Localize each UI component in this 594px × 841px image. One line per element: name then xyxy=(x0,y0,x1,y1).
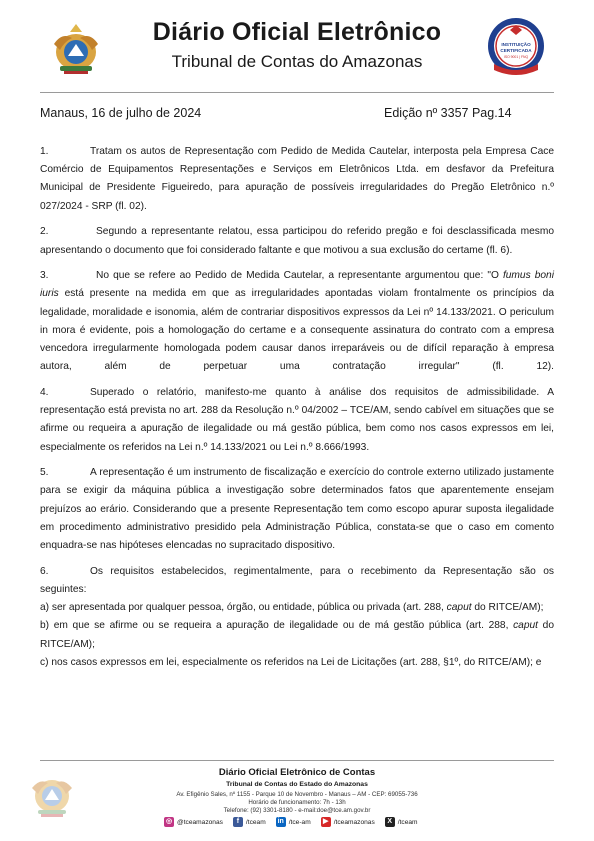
edition-page: Edição nº 3357 Pag.14 xyxy=(384,106,512,120)
list-item-text: c) nos casos expressos em lei, especialmente os referidos na Lei de Licitações (art. 288, §1º, do RITCE/AM); e xyxy=(40,656,542,668)
facebook-icon: f xyxy=(233,817,243,827)
list-item-text-cont: do RITCE/AM); xyxy=(40,620,554,650)
paragraph-number: 1. xyxy=(40,146,49,157)
social-links xyxy=(164,815,434,829)
paragraph-text: A representação é um instrumento de fiscalização e exercício do controle externo utilizado justamente para se exigir da máquina pública a investigação sobre determinados fatos que aparentemente ensejam prejuízos ao erário. Considerando que a presente Representação tem como escopo apurar suposta ilegalidade em procedimento administrativo presidido pela Administração Pública, constata-se que o caso em comento enquadra-se nas hipóteses elencadas no supracitado dispositivo. xyxy=(40,467,554,552)
footer-address: Av. Efigênio Sales, nº 1155 - Parque 10 de Novembro - Manaus – AM - CEP: 69055-736 xyxy=(176,791,418,798)
latin-term: caput xyxy=(513,620,538,632)
page-header xyxy=(0,0,594,90)
social-handle: @tceamazonas xyxy=(177,818,223,826)
place-date: Manaus, 16 de julho de 2024 xyxy=(40,106,202,120)
list-item-a xyxy=(40,599,554,617)
paragraph-number: 2. xyxy=(40,226,49,238)
paragraph-number: 3. xyxy=(40,270,49,282)
list-item-c xyxy=(40,654,554,672)
paragraph-6 xyxy=(40,563,554,599)
list-item-text: a) ser apresentada por qualquer pessoa, órgão, ou entidade, pública ou privada (art. 288, xyxy=(40,602,447,614)
paragraph-4 xyxy=(40,384,554,457)
paragraph-3 xyxy=(40,267,554,376)
social-link-youtube[interactable] xyxy=(321,817,375,827)
social-handle: /tceam xyxy=(397,818,418,826)
state-coat-of-arms-icon xyxy=(48,22,104,78)
latin-term: fumus boni iuris xyxy=(40,270,554,300)
social-handle: /tce-am xyxy=(288,818,311,826)
paragraph-text: Tratam os autos de Representação com Pedido de Medida Cautelar, interposta pela Empresa Cace Comércio de Equipamentos Representações e Serviços em Eletrônicos Ltda. em desfavor da Prefeitura Municipal de Presidente Figueiredo, para apuração de possíveis irregularidades do Pregão Eletrônico n.º 027/2024 - SRP (fl. 02). xyxy=(40,146,554,212)
paragraph-text-cont: está presente na medida em que as irregularidades apontadas violam frontalmente os princípios da legalidade, moralidade e isonomia, além de contrariar dispositivos expressos da Lei nº 14.133/2021. O periculum in mora é evidente, pois a homologação do certame e a consequente assinatura do contrato com a empresa vencedora irregularmente homologada podem causar danos irreparáveis ou de difícil reparação à empresa autora, além de perpetuar uma contratação irregular" (fl. 12). xyxy=(40,288,554,373)
paragraph-5 xyxy=(40,464,554,555)
social-link-instagram[interactable] xyxy=(164,817,223,827)
youtube-icon: ▶ xyxy=(321,817,331,827)
social-link-linkedin[interactable] xyxy=(276,817,311,827)
footer-coat-of-arms-icon xyxy=(28,770,76,822)
x-icon: X xyxy=(385,817,395,827)
seal-line-2: CERTIFICADA xyxy=(500,48,532,53)
footer-subtitle: Tribunal de Contas do Estado do Amazonas xyxy=(226,781,368,788)
paragraph-text: Os requisitos estabelecidos, regimentalmente, para o recebimento da Representação são os seguintes: xyxy=(40,565,554,595)
list-item-text: b) em que se afirme ou se requeira a apuração de ilegalidade ou de má gestão pública (art. 288, xyxy=(40,620,514,632)
footer-hours: Horário de funcionamento: 7h - 13h xyxy=(248,799,346,806)
footer-contact: Telefone: (92) 3301-8180 - e-mail:doe@tce.am.gov.br xyxy=(223,807,371,814)
paragraph-2 xyxy=(40,223,554,259)
social-link-facebook[interactable] xyxy=(233,817,266,827)
instagram-icon: ◎ xyxy=(165,818,173,825)
paragraph-1 xyxy=(40,143,554,216)
social-link-x[interactable] xyxy=(385,817,418,827)
list-item-text-cont: do RITCE/AM); xyxy=(471,602,544,614)
paragraph-number: 5. xyxy=(40,467,49,479)
paragraph-number: 4. xyxy=(40,386,49,398)
footer-title: Diário Oficial Eletrônico de Contas xyxy=(218,767,376,778)
latin-term: caput xyxy=(446,602,472,614)
social-handle: /tceam xyxy=(245,818,266,826)
paragraph-number: 6. xyxy=(40,565,49,577)
linkedin-icon: in xyxy=(277,818,284,825)
document-title: Diário Oficial Eletrônico xyxy=(152,18,442,46)
seal-line-3: ISO 9001 | FNQ xyxy=(503,55,529,59)
header-divider xyxy=(40,92,554,93)
paragraph-text: No que se refere ao Pedido de Medida Cautelar, a representante argumentou que: "O xyxy=(96,270,503,282)
paragraph-text: Superado o relatório, manifesto-me quanto à análise dos requisitos de admissibilidade. A representação está prevista no art. 288 da Resolução n.º 04/2002 – TCE/AM, sendo cabível em situações que se afirme ou requeira a apuração de ilegalidade ou má gestão pública, bem como nos casos expressos em lei, especialmente os referidos na Lei n.º 14.133/2021 ou Lei n.º 8.666/1993. xyxy=(40,386,554,453)
list-item-b xyxy=(40,617,554,653)
document-subtitle: Tribunal de Contas do Amazonas xyxy=(171,52,423,71)
paragraph-text: Segundo a representante relatou, essa participou do referido pregão e foi desclassificada mesmo apresentando o documento que foi considerado faltante e que motivou a sua exclusão do certame (fl. 6). xyxy=(40,226,554,256)
seal-line-1: INSTITUIÇÃO xyxy=(501,42,531,47)
document-body xyxy=(40,143,554,672)
social-handle: /tceamazonas xyxy=(333,818,375,826)
certification-seal-icon xyxy=(486,16,546,78)
